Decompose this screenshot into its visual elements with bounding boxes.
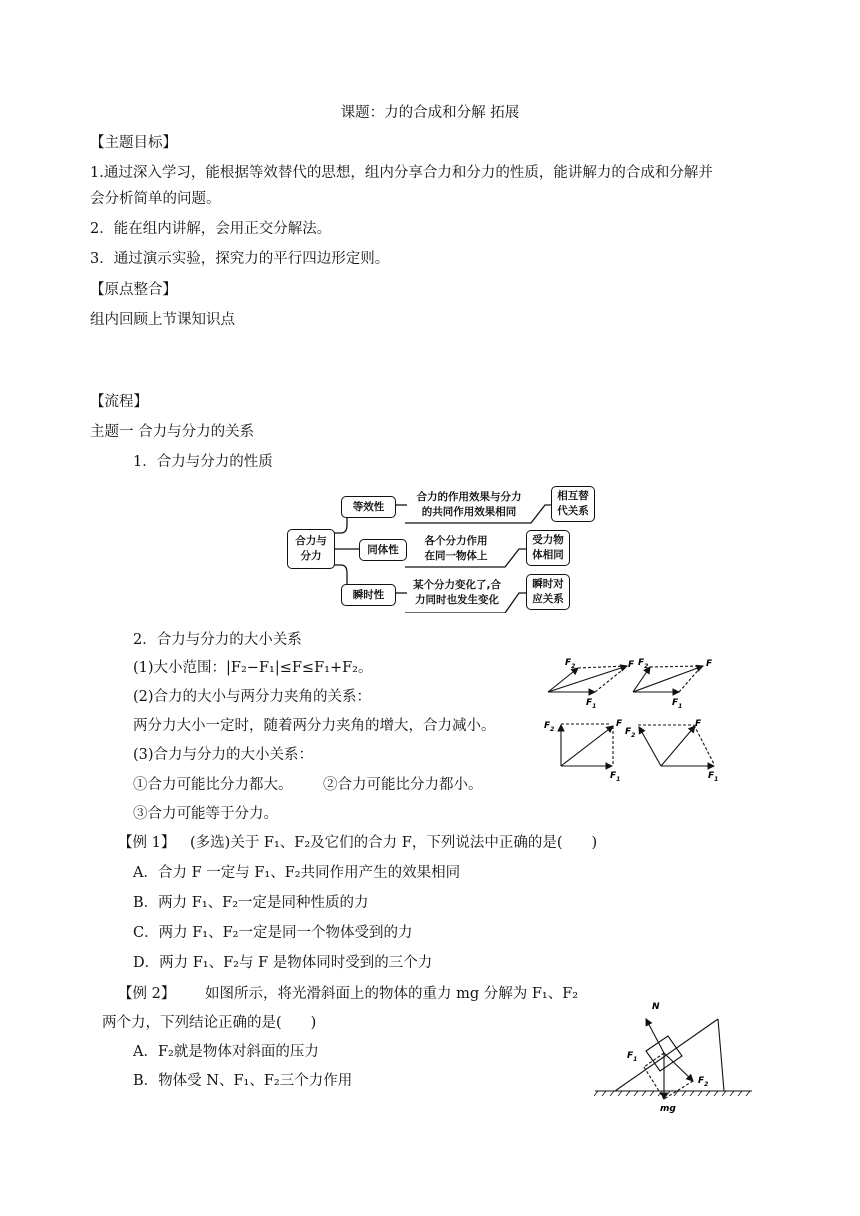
example-1-option-c: C．两力 F₁、F₂一定是同一个物体受到的力: [133, 925, 413, 941]
example-1-option-d: D．两力 F₁、F₂与 F 是物体同时受到的三个力: [133, 955, 433, 971]
magnitude-point-1: ①合力可能比分力都大。: [133, 777, 293, 793]
goal-1-line-1: 1.通过深入学习，能根据等效替代的思想，组内分享合力和分力的性质，能讲解力的合成和分解并: [90, 165, 713, 181]
label-F1-incline: $F_1$: [627, 1051, 638, 1063]
example-1-option-a: A．合力 F 一定与 F₁、F₂共同作用产生的效果相同: [133, 865, 461, 881]
section-2-heading: 2．合力与分力的大小关系: [133, 632, 302, 648]
page-title: 课题：力的合成和分解 拓展: [340, 105, 520, 121]
range-formula: |F₂−F₁|≤F≤F₁+F₂。: [226, 660, 373, 676]
label-N: N: [652, 1002, 660, 1012]
label-F1-p3: $F_1$: [610, 771, 621, 783]
example-2-option-a: A．F₂就是物体对斜面的压力: [133, 1044, 319, 1060]
incline-force-figure: [590, 995, 755, 1113]
topic-1-heading: 主题一 合力与分力的关系: [90, 424, 255, 440]
magnitude-heading: (3)合力与分力的大小关系：: [133, 747, 314, 763]
label-F2-p1: $F_2$: [565, 658, 576, 670]
range-prefix: (1)大小范围：: [133, 660, 227, 676]
label-F2-p4: $F_2$: [625, 727, 636, 739]
origin-heading: 【原点整合】: [90, 282, 177, 298]
mindmap-desc-instant: 某个分力变化了,合 力同时也发生变化: [413, 579, 501, 606]
label-F-p2: F: [706, 659, 713, 669]
mindmap-label-same-body: 同体性: [359, 539, 407, 561]
example-1-stem: (多选)关于 F₁、F₂及它们的合力 F，下列说法中正确的是( ): [190, 835, 598, 851]
mindmap-label-instant: 瞬时性: [341, 584, 396, 606]
section-1-heading: 1．合力与分力的性质: [133, 454, 273, 470]
property-mindmap: [283, 485, 593, 613]
example-2-option-b: B．物体受 N、F₁、F₂三个力作用: [133, 1073, 353, 1089]
angle-heading: (2)合力的大小与两分力夹角的关系：: [133, 689, 372, 705]
label-F-p3: F: [616, 719, 623, 729]
goal-heading: 【主题目标】: [90, 135, 177, 151]
example-2-stem-line-2: 两个力，下列结论正确的是( ): [102, 1015, 317, 1031]
origin-text: 组内回顾上节课知识点: [90, 312, 235, 328]
example-1-option-b: B．两力 F₁、F₂一定是同种性质的力: [133, 895, 369, 911]
label-F-p1: F: [628, 660, 635, 670]
angle-text: 两分力大小一定时，随着两分力夹角的增大，合力减小。: [133, 718, 496, 734]
range-line: [133, 658, 372, 678]
label-F-p4: F: [695, 719, 702, 729]
example-1-tag: 【例 1】: [118, 835, 176, 851]
label-F2-incline: $F_2$: [698, 1076, 709, 1088]
label-F1-p1: $F_1$: [586, 698, 597, 710]
label-F1-p4: $F_1$: [708, 771, 719, 783]
flow-heading: 【流程】: [90, 394, 148, 410]
label-mg: mg: [660, 1104, 676, 1113]
mindmap-result-same-body: 受力物 体相同: [526, 530, 570, 566]
mindmap-label-equivalence: 等效性: [341, 496, 396, 518]
magnitude-point-2: ②合力可能比分力都小。: [323, 777, 483, 793]
goal-3: 3．通过演示实验，探究力的平行四边形定则。: [90, 251, 390, 267]
label-F2-p3: $F_2$: [544, 721, 555, 733]
mindmap-result-equivalence: 相互替 代关系: [551, 486, 595, 522]
mindmap-desc-equivalence: 合力的作用效果与分力 的共同作用效果相同: [416, 491, 522, 518]
goal-2: 2．能在组内讲解，会用正交分解法。: [90, 221, 332, 237]
example-2-tag: 【例 2】: [118, 986, 176, 1002]
mindmap-center: 合力与 分力: [287, 529, 335, 569]
mindmap-desc-same-body: 各个分力作用 在同一物体上: [424, 535, 488, 562]
mindmap-result-instant: 瞬时对 应关系: [526, 574, 570, 610]
example-2-stem-line-1: 如图所示，将光滑斜面上的物体的重力 mg 分解为 F₁、F₂: [205, 986, 579, 1002]
magnitude-point-3: ③合力可能等于分力。: [133, 806, 278, 822]
label-F2-p2: $F_2$: [638, 658, 649, 670]
label-F1-p2: $F_1$: [672, 698, 683, 710]
goal-1-line-2: 会分析简单的问题。: [90, 191, 221, 207]
vector-parallelogram-figure: [538, 652, 728, 784]
